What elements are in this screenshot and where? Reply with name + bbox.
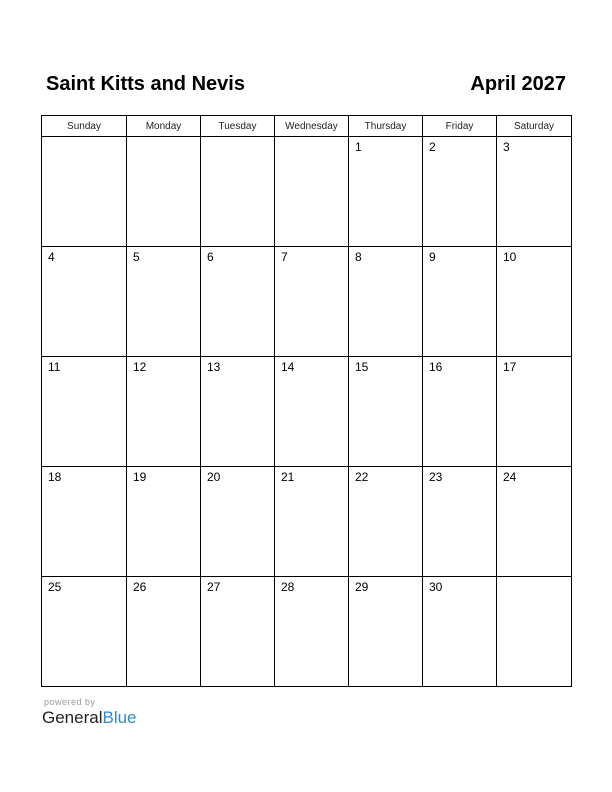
day-cell <box>127 137 201 247</box>
weekday-wednesday: Wednesday <box>275 116 349 137</box>
week-row <box>42 137 572 247</box>
day-number: 24 <box>503 470 517 484</box>
day-cell <box>497 467 572 577</box>
day-cell <box>201 577 275 687</box>
day-number: 4 <box>48 250 55 264</box>
day-number: 26 <box>133 580 147 594</box>
day-cell <box>201 357 275 467</box>
weekday-header-row <box>42 116 572 137</box>
day-number: 28 <box>281 580 295 594</box>
day-number: 27 <box>207 580 221 594</box>
day-number: 1 <box>355 140 362 154</box>
day-cell <box>423 357 497 467</box>
day-number: 3 <box>503 140 510 154</box>
weekday-friday: Friday <box>423 116 497 137</box>
day-number: 5 <box>133 250 140 264</box>
day-cell <box>42 137 127 247</box>
day-cell <box>497 577 572 687</box>
day-cell <box>423 137 497 247</box>
day-cell <box>201 247 275 357</box>
day-number: 6 <box>207 250 214 264</box>
day-number: 22 <box>355 470 369 484</box>
day-cell <box>497 247 572 357</box>
weekday-saturday: Saturday <box>497 116 572 137</box>
day-cell <box>201 467 275 577</box>
brand-general: General <box>42 708 103 727</box>
day-number: 30 <box>429 580 443 594</box>
day-number: 17 <box>503 360 517 374</box>
day-number <box>201 137 274 140</box>
week-row <box>42 467 572 577</box>
day-cell <box>349 137 423 247</box>
day-cell <box>127 467 201 577</box>
week-row <box>42 357 572 467</box>
weekday-sunday: Sunday <box>42 116 127 137</box>
day-cell <box>423 577 497 687</box>
day-cell <box>127 247 201 357</box>
calendar-grid <box>41 115 572 687</box>
day-number: 15 <box>355 360 369 374</box>
day-number: 7 <box>281 250 288 264</box>
day-cell <box>127 577 201 687</box>
day-cell <box>42 467 127 577</box>
day-number: 18 <box>48 470 62 484</box>
day-number: 21 <box>281 470 295 484</box>
day-number: 25 <box>48 580 62 594</box>
day-number: 29 <box>355 580 369 594</box>
day-number: 11 <box>48 360 61 374</box>
weekday-thursday: Thursday <box>349 116 423 137</box>
day-cell <box>42 247 127 357</box>
day-number: 19 <box>133 470 147 484</box>
day-cell <box>275 137 349 247</box>
day-cell <box>497 137 572 247</box>
day-cell <box>349 577 423 687</box>
day-number <box>42 137 126 140</box>
day-number: 12 <box>133 360 147 374</box>
day-number: 2 <box>429 140 436 154</box>
day-number: 23 <box>429 470 443 484</box>
day-number: 13 <box>207 360 221 374</box>
day-number: 10 <box>503 250 517 264</box>
day-cell <box>42 357 127 467</box>
country-title: Saint Kitts and Nevis <box>46 73 245 95</box>
month-year-title: April 2027 <box>470 73 566 95</box>
generalblue-logo-link[interactable] <box>42 708 137 728</box>
day-number: 8 <box>355 250 362 264</box>
day-cell <box>127 357 201 467</box>
day-cell <box>42 577 127 687</box>
day-cell <box>201 137 275 247</box>
day-number: 9 <box>429 250 436 264</box>
day-cell <box>349 247 423 357</box>
day-cell <box>349 357 423 467</box>
day-number: 16 <box>429 360 443 374</box>
day-number: 14 <box>281 360 295 374</box>
day-number: 20 <box>207 470 221 484</box>
day-cell <box>275 357 349 467</box>
weekday-monday: Monday <box>127 116 201 137</box>
day-cell <box>497 357 572 467</box>
day-cell <box>275 247 349 357</box>
day-number <box>127 137 200 140</box>
weekday-tuesday: Tuesday <box>201 116 275 137</box>
day-number <box>275 137 348 140</box>
day-cell <box>275 577 349 687</box>
day-cell <box>423 247 497 357</box>
brand-blue: Blue <box>102 708 137 727</box>
day-cell <box>275 467 349 577</box>
powered-by-text: powered by <box>44 697 96 707</box>
week-row <box>42 247 572 357</box>
week-row <box>42 577 572 687</box>
day-cell <box>349 467 423 577</box>
day-number <box>497 577 571 580</box>
day-cell <box>423 467 497 577</box>
